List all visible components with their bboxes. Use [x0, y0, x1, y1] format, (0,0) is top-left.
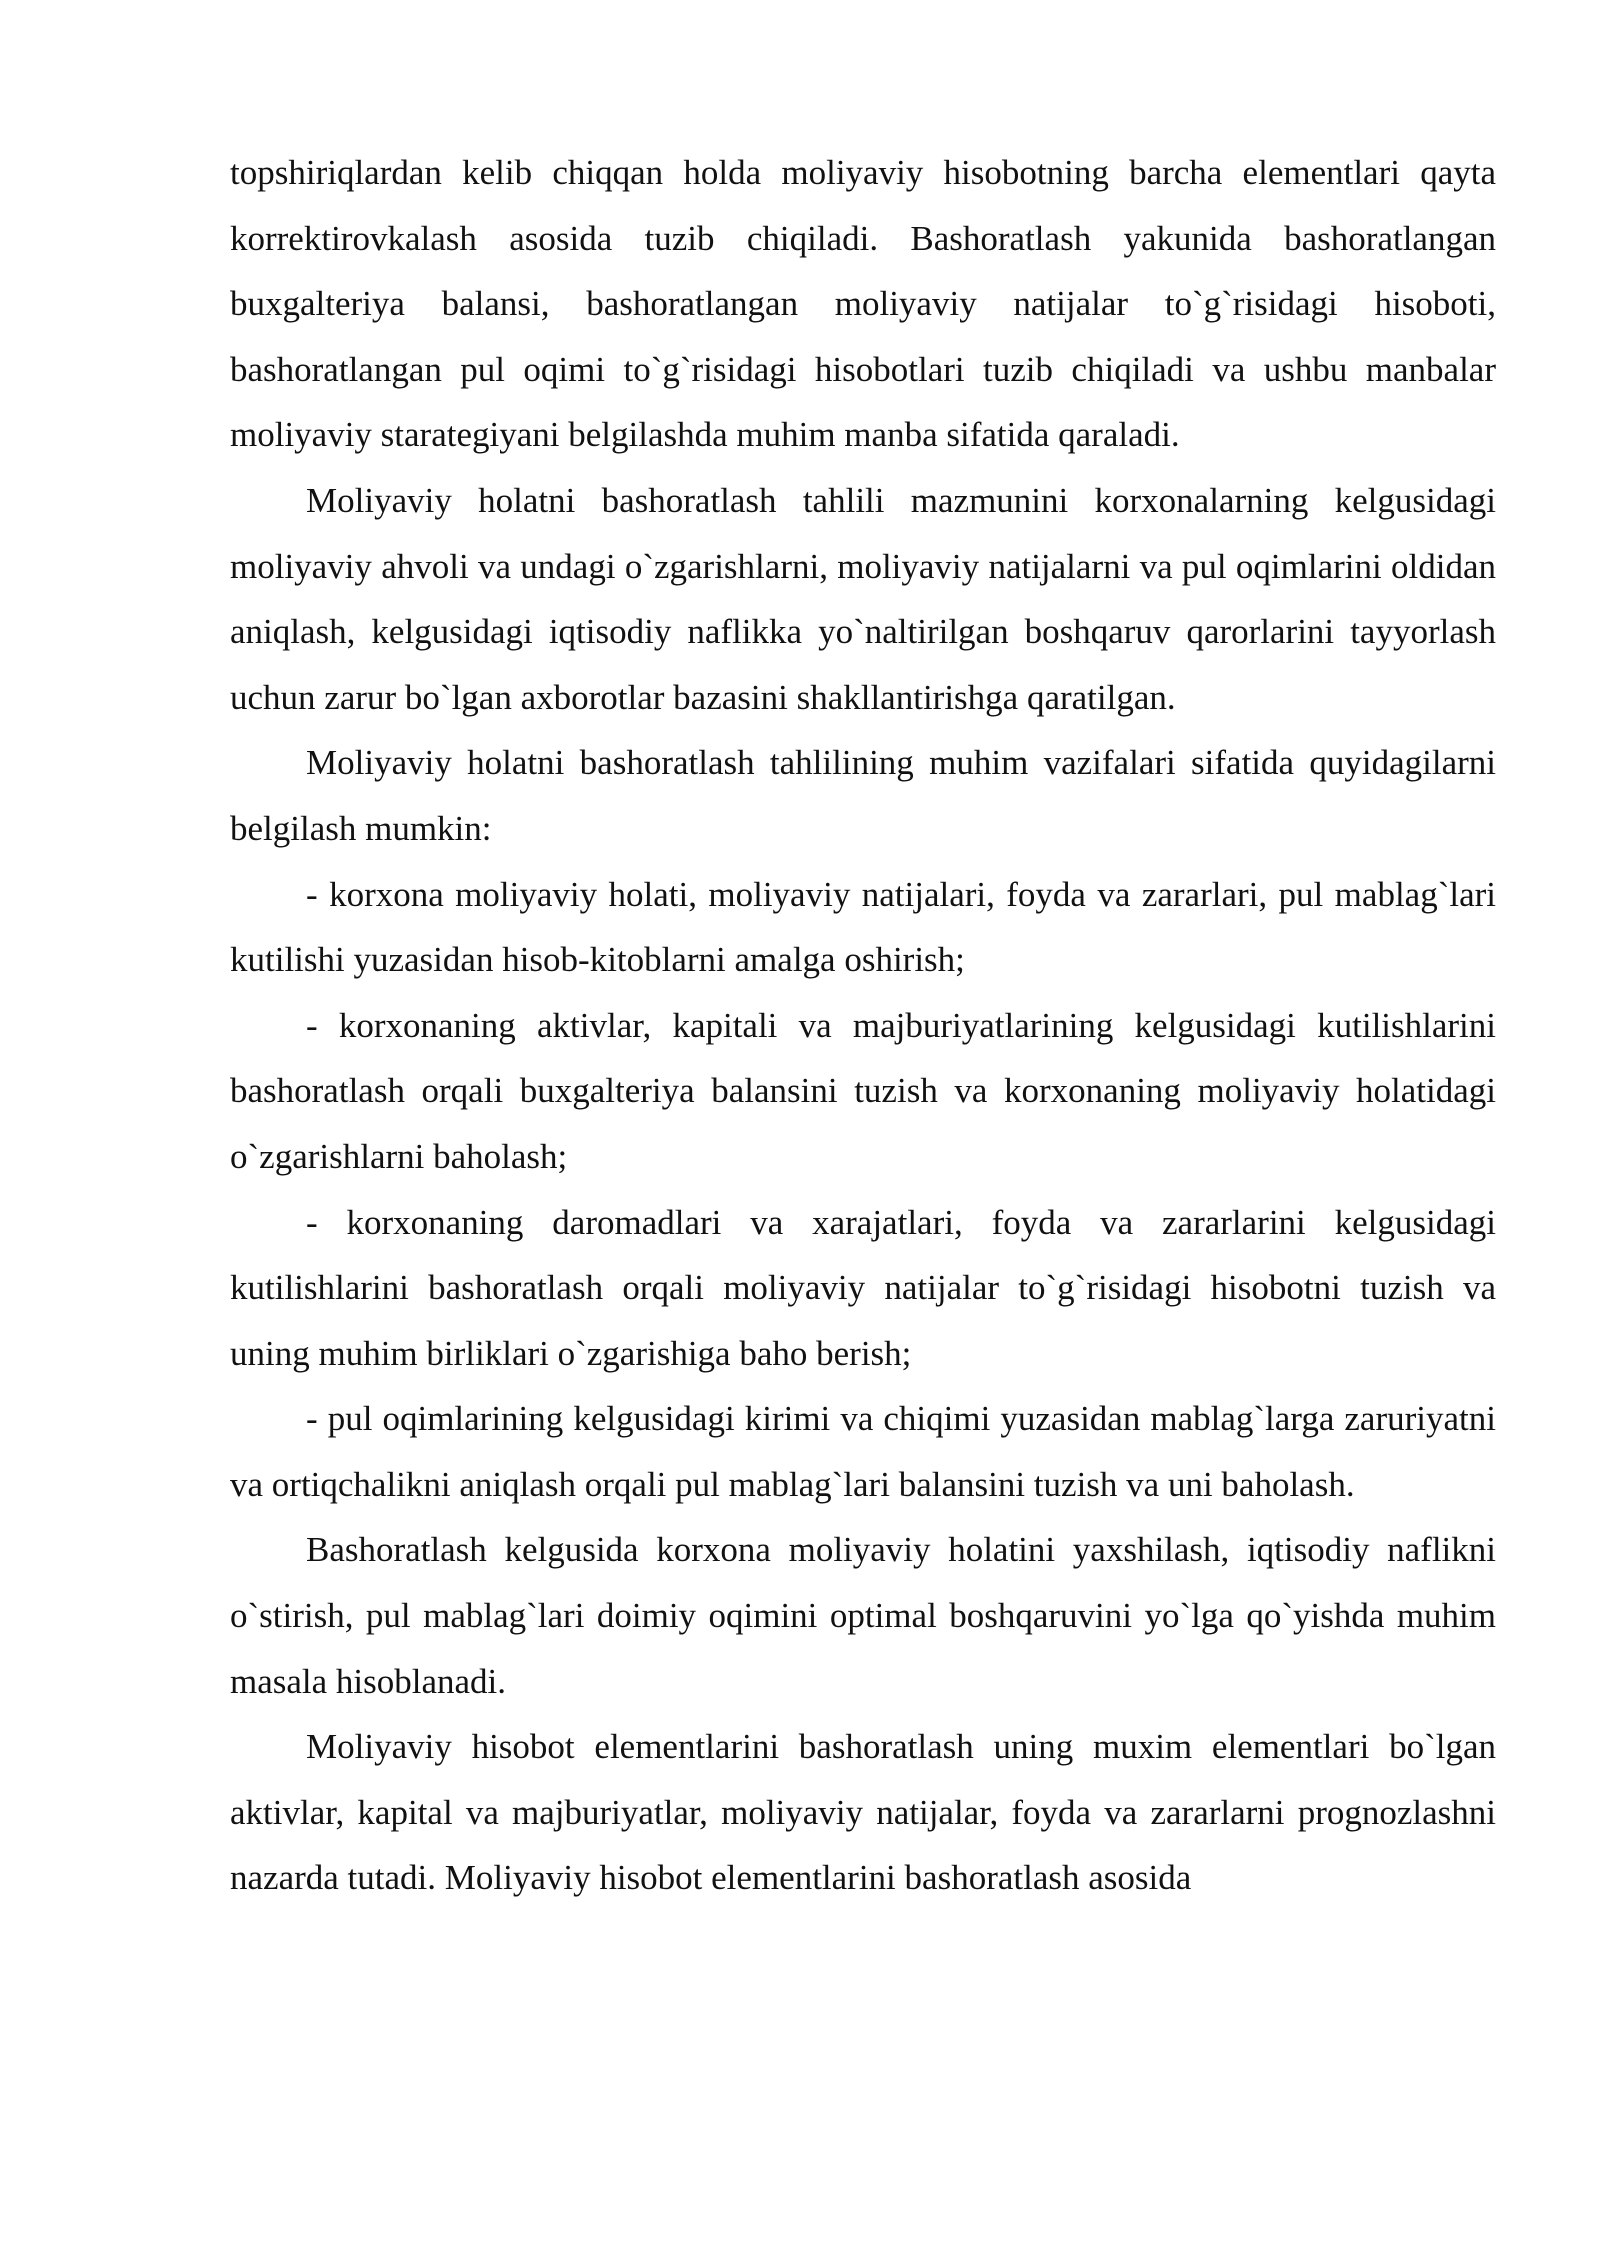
list-item-cash-flow: - pul oqimlarining kelgusidagi kirimi va chiqimi yuzasidan mablag`larga zaruriyatni va ortiqchalikni aniqlash orqali pul mablag`lari balansini tuzish va uni baholash.: [230, 1399, 1496, 1504]
list-item-calculations: - korxona moliyaviy holati, moliyaviy natijalari, foyda va zararlari, pul mablag`lari kutilishi yuzasidan hisob-kitoblarni amalga oshirish;: [230, 874, 1496, 980]
list-item-income-statement: - korxonaning daromadlari va xarajatlari, foyda va zararlarini kelgusidagi kutilishlarini bashoratlash orqali moliyaviy natijalar to`g`risidagi hisobotni tuzish va uning muhim birliklari o`zgarishiga baho berish;: [230, 1202, 1496, 1373]
paragraph-analysis-content: Moliyaviy holatni bashoratlash tahlili mazmunini korxonalarning kelgusidagi moliyaviy ahvoli va undagi o`zgarishlarni, moliyaviy natijalarni va pul oqimlarini oldidan aniqlash, kelgusidagi iqtisodiy naflikka yo`naltirilgan boshqaruv qarorlarini tayyorlash uchun zarur bo`lgan axborotlar bazasini shakllantirishga qaratilgan.: [230, 480, 1496, 717]
paragraph-tasks-intro: Moliyaviy holatni bashoratlash tahlilining muhim vazifalari sifatida quyidagilarni belgilash mumkin:: [230, 743, 1496, 848]
list-item-balance-sheet: - korxonaning aktivlar, kapitali va majburiyatlarining kelgusidagi kutilishlarini bashoratlash orqali buxgalteriya balansini tuzish va korxonaning moliyaviy holatidagi o`zgarishlarni baholash;: [230, 1005, 1496, 1176]
paragraph-forecast-importance: Bashoratlash kelgusida korxona moliyaviy holatini yaxshilash, iqtisodiy naflikni o`stirish, pul mablag`lari doimiy oqimini optimal boshqaruvini yo`lga qo`yishda muhim masala hisoblanadi.: [230, 1530, 1496, 1701]
document-body: [230, 140, 1496, 1911]
paragraph-continuation: topshiriqlardan kelib chiqqan holda moliyaviy hisobotning barcha elementlari qayta korrektirovkalash asosida tuzib chiqiladi. Bashoratlash yakunida bashoratlangan buxgalteriya balansi, bashoratlangan moliyaviy natijalar to`g`risidagi hisoboti, bashoratlangan pul oqimi to`g`risidagi hisobotlari tuzib chiqiladi va ushbu manbalar moliyaviy starategiyani belgilashda muhim manba sifatida qaraladi.: [230, 153, 1496, 455]
paragraph-report-elements: Moliyaviy hisobot elementlarini bashoratlash uning muxim elementlari bo`lgan aktivlar, kapital va majburiyatlar, moliyaviy natijalar, foyda va zararlarni prognozlashni nazarda tutadi. Moliyaviy hisobot elementlarini bashoratlash asosida: [230, 1727, 1496, 1898]
